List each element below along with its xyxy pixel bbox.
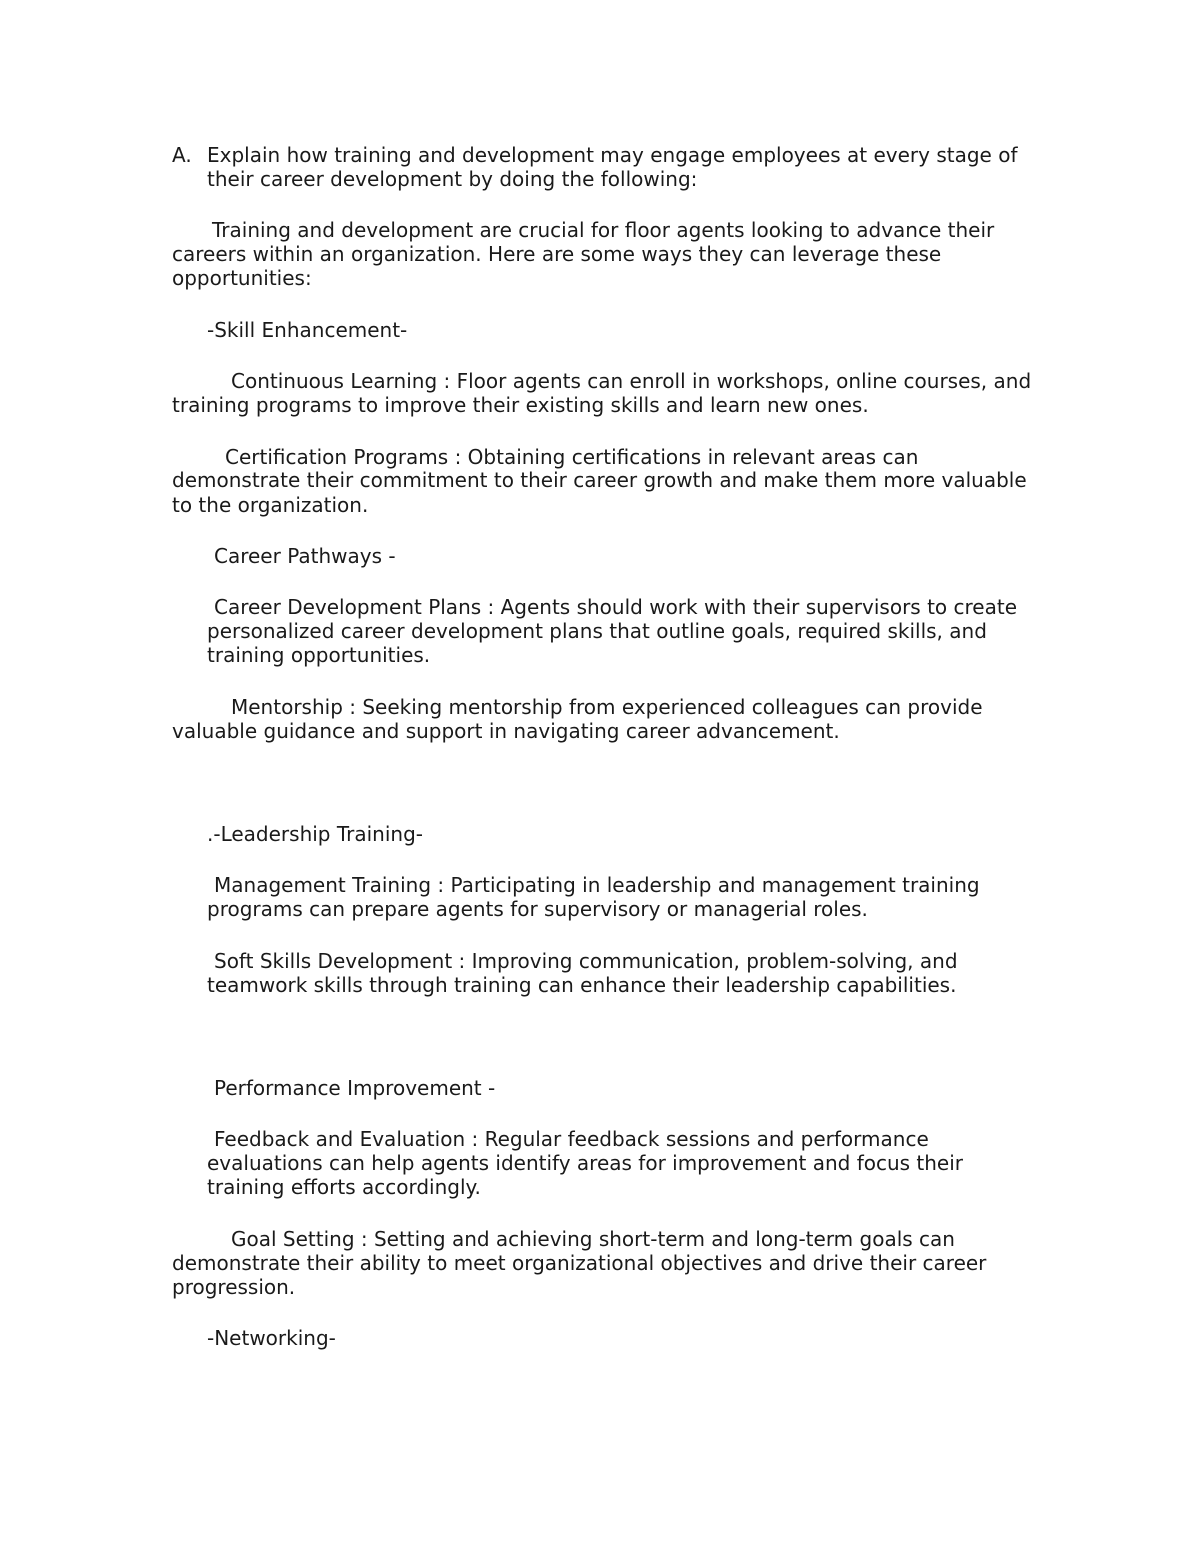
continuous-learning-line-1: Continuous Learning : Floor agents can enroll in workshops, online courses, and	[231, 369, 1032, 393]
section-heading-networking: -Networking-	[207, 1326, 336, 1350]
development-plans-line-2: personalized career development plans that outline goals, required skills, and	[207, 619, 987, 643]
mentorship-line-1: Mentorship : Seeking mentorship from experienced colleagues can provide	[231, 695, 983, 719]
development-plans-line-1: Career Development Plans : Agents should work with their supervisors to create	[214, 595, 1017, 619]
feedback-line-1: Feedback and Evaluation : Regular feedback sessions and performance	[214, 1127, 929, 1151]
feedback-line-3: training efforts accordingly.	[207, 1175, 481, 1199]
section-heading-performance-improvement: Performance Improvement -	[214, 1076, 496, 1100]
feedback-line-2: evaluations can help agents identify areas for improvement and focus their	[207, 1151, 964, 1175]
soft-skills-line-2: teamwork skills through training can enhance their leadership capabilities.	[207, 973, 957, 997]
certification-line-1: Certification Programs : Obtaining certifications in relevant areas can	[225, 445, 919, 469]
question-marker: A.	[172, 143, 192, 167]
goal-setting-line-1: Goal Setting : Setting and achieving short-term and long-term goals can	[231, 1227, 955, 1251]
intro-line-1: Training and development are crucial for floor agents looking to advance their	[212, 218, 995, 242]
mentorship-line-2: valuable guidance and support in navigating career advancement.	[172, 719, 840, 743]
section-heading-career-pathways: Career Pathways -	[214, 544, 396, 568]
soft-skills-line-1: Soft Skills Development : Improving communication, problem-solving, and	[214, 949, 958, 973]
question-text-line-1: Explain how training and development may engage employees at every stage of	[207, 143, 1018, 167]
management-training-line-2: programs can prepare agents for supervisory or managerial roles.	[207, 897, 868, 921]
section-heading-leadership-training: .-Leadership Training-	[207, 822, 423, 846]
continuous-learning-line-2: training programs to improve their existing skills and learn new ones.	[172, 393, 869, 417]
certification-line-3: to the organization.	[172, 493, 369, 517]
goal-setting-line-2: demonstrate their ability to meet organizational objectives and drive their career	[172, 1251, 987, 1275]
intro-line-2: careers within an organization. Here are some ways they can leverage these	[172, 242, 942, 266]
certification-line-2: demonstrate their commitment to their career growth and make them more valuable	[172, 468, 1027, 492]
section-heading-skill-enhancement: -Skill Enhancement-	[207, 318, 408, 342]
management-training-line-1: Management Training : Participating in leadership and management training	[214, 873, 980, 897]
intro-line-3: opportunities:	[172, 266, 312, 290]
question-text-line-2: their career development by doing the following:	[207, 167, 698, 191]
development-plans-line-3: training opportunities.	[207, 643, 431, 667]
goal-setting-line-3: progression.	[172, 1275, 296, 1299]
